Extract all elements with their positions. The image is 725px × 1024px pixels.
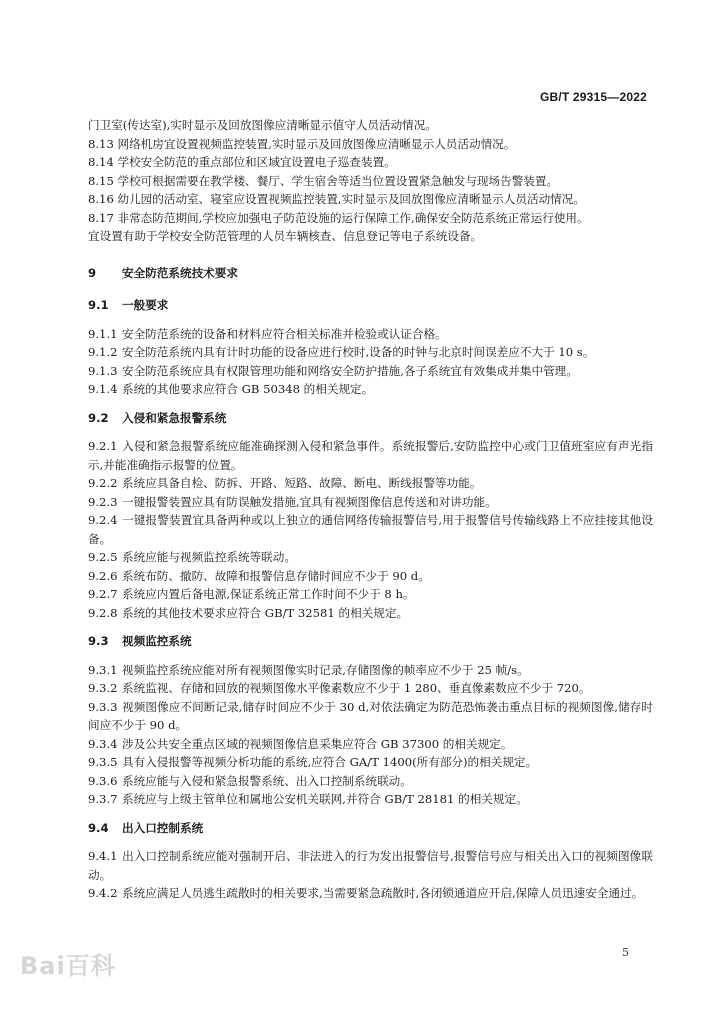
clause [88,753,653,772]
clause [88,437,653,474]
subsection-title: 一般要求 [122,298,169,312]
text-line: 8.14 学校安全防范的重点部位和区域宜设置电子巡查装置。 [88,155,396,169]
clause-number: 9.2.6 [88,568,118,583]
clause-number: 9.3.3 [88,699,118,714]
subsection-heading [88,409,653,428]
clause-text: 系统的其他要求应符合 GB 50348 的相关规定。 [122,382,374,396]
clause [88,604,653,623]
clause-number: 9.2.5 [88,550,118,564]
subsection-title: 出入口控制系统 [122,820,204,835]
clause [88,661,653,680]
text-line: 8.16 幼儿园的活动室、寝室应设置视频监控装置,实时显示及回放图像应清晰显示人员活动情况。 [88,192,585,206]
clause-text: 出入口控制系统应能对强制开启、非法进入的行为发出报警信号,报警信号应与相关出入口的视频图像联动。 [88,849,653,882]
clause-number: 9.4.2 [88,886,118,900]
clause-text: 系统监视、存储和回放的视频图像水平像素数应不少于 1 280、垂直像素数应不少于 720。 [122,681,591,695]
clause-text: 系统应内置后备电源,保证系统正常工作时间不少于 8 h。 [122,587,415,601]
text-line: 宜设置有助于学校安全防范管理的人员车辆核查、信息登记等电子系统设备。 [88,229,483,243]
subsection-number: 9.3 [88,634,109,648]
clause-text: 系统布防、撤防、故障和报警信息存储时间应不少于 90 d。 [122,568,430,583]
section-title: 安全防范系统技术要求 [122,265,238,280]
clause [88,679,653,698]
section-heading [88,264,653,283]
clause-number: 9.2.1 [88,439,118,453]
clause-text: 一键报警装置应具有防误触发措施,宜具有视频图像信息传送和对讲功能。 [122,494,497,509]
clause-text: 系统应具备自检、防拆、开路、短路、故障、断电、断线报警等功能。 [122,476,482,490]
subsection-number: 9.1 [88,298,109,312]
text-line: 门卫室(传达室),实时显示及回放图像应清晰显示值守人员活动情况。 [88,118,437,132]
clause-number: 9.1.2 [88,345,118,359]
clause-number: 9.2.7 [88,587,118,601]
clause-text: 系统的其他技术要求应符合 GB/T 32581 的相关规定。 [122,605,409,620]
clause-text: 涉及公共安全重点区域的视频图像信息采集应符合 GB 37300 的相关规定。 [122,736,513,751]
standard-code: GB/T 29315—2022 [539,90,647,104]
subsection-heading [88,819,653,838]
text-line: 8.13 网络机房宜设置视频监控装置,实时显示及回放图像应清晰显示人员活动情况。 [88,136,516,151]
subsection-title: 入侵和紧急报警系统 [122,410,227,425]
clause-number: 9.2.2 [88,476,118,490]
clause [88,474,653,493]
clause-number: 9.3.5 [88,755,118,769]
clause [88,511,653,548]
clause-number: 9.3.4 [88,736,118,751]
clause-text: 系统应能与入侵和紧急报警系统、出入口控制系统联动。 [122,773,412,788]
clause-number: 9.4.1 [88,849,118,863]
section-number: 9 [88,265,97,280]
clause-number: 9.1.4 [88,382,118,396]
clause [88,735,653,754]
clause-text: 安全防范系统应具有权限管理功能和网络安全防护措施,各子系统宜有效集成并集中管理。 [122,363,578,378]
text-line: 8.17 非常态防范期间,学校应加强电子防范设施的运行保障工作,确保安全防范系统正常运行使用。 [88,210,589,225]
clause-number: 9.3.7 [88,792,118,806]
clause-number: 9.2.4 [88,513,118,527]
subsection-number: 9.4 [88,820,109,835]
clause-number: 9.2.3 [88,494,118,509]
clause [88,698,653,735]
text-line: 8.15 学校可根据需要在教学楼、餐厅、学生宿舍等适当位置设置紧急触发与现场告警装置。 [88,173,559,188]
clause [88,567,653,586]
clause-text: 安全防范系统的设备和材料应符合相关标准并检验或认证合格。 [122,326,447,341]
clause-text: 安全防范系统内具有计时功能的设备应进行校时,设备的时钟与北京时间误差应不大于 10 s。 [122,345,595,359]
clause [88,847,653,884]
clause-text: 视频图像应不间断记录,储存时间应不少于 30 d,对依法确定为防范恐怖袭击重点目标的视频图像,储存时间应不少于 90 d。 [88,699,653,732]
watermark-logo: Bai百科 [20,952,116,980]
clause-text: 系统应能与视频监控系统等联动。 [122,550,296,564]
clause [88,380,653,399]
document-body [88,116,653,903]
subsection-number: 9.2 [88,410,109,425]
clause [88,325,653,344]
clause-number: 9.3.2 [88,681,118,695]
clause-number: 9.2.8 [88,605,118,620]
clause [88,790,653,809]
clause-number: 9.1.1 [88,326,118,341]
clause-text: 系统应与上级主管单位和属地公安机关联网,并符合 GB/T 28181 的相关规定。 [122,792,528,806]
clause-text: 具有入侵报警等视频分析功能的系统,应符合 GA/T 1400(所有部分)的相关规定。 [122,755,538,769]
clause-number: 9.1.3 [88,363,118,378]
clause [88,884,653,903]
clause-text: 系统应满足人员逃生疏散时的相关要求,当需要紧急疏散时,各闭锁通道应开启,保障人员迅速安全通过。 [122,886,644,900]
clause [88,772,653,791]
subsection-heading [88,632,653,651]
subsection-heading [88,296,653,315]
clause-text: 一键报警装置宜具备两种或以上独立的通信网络传输报警信号,用于报警信号传输线路上不应挂接其他设备。 [88,513,653,546]
clause [88,493,653,512]
clause-number: 9.3.1 [88,662,118,677]
clause [88,585,653,604]
clause [88,548,653,567]
clause-text: 视频监控系统应能对所有视频图像实时记录,存储图像的帧率应不少于 25 帧/s。 [122,662,529,677]
clause-number: 9.3.6 [88,773,118,788]
clause-text: 入侵和紧急报警系统应能准确探测入侵和紧急事件。系统报警后,安防监控中心或门卫值班室应有声光指示,并能准确指示报警的位置。 [88,439,653,472]
clause [88,362,653,381]
subsection-title: 视频监控系统 [122,634,192,648]
clause [88,343,653,362]
page-number: 5 [622,946,629,959]
